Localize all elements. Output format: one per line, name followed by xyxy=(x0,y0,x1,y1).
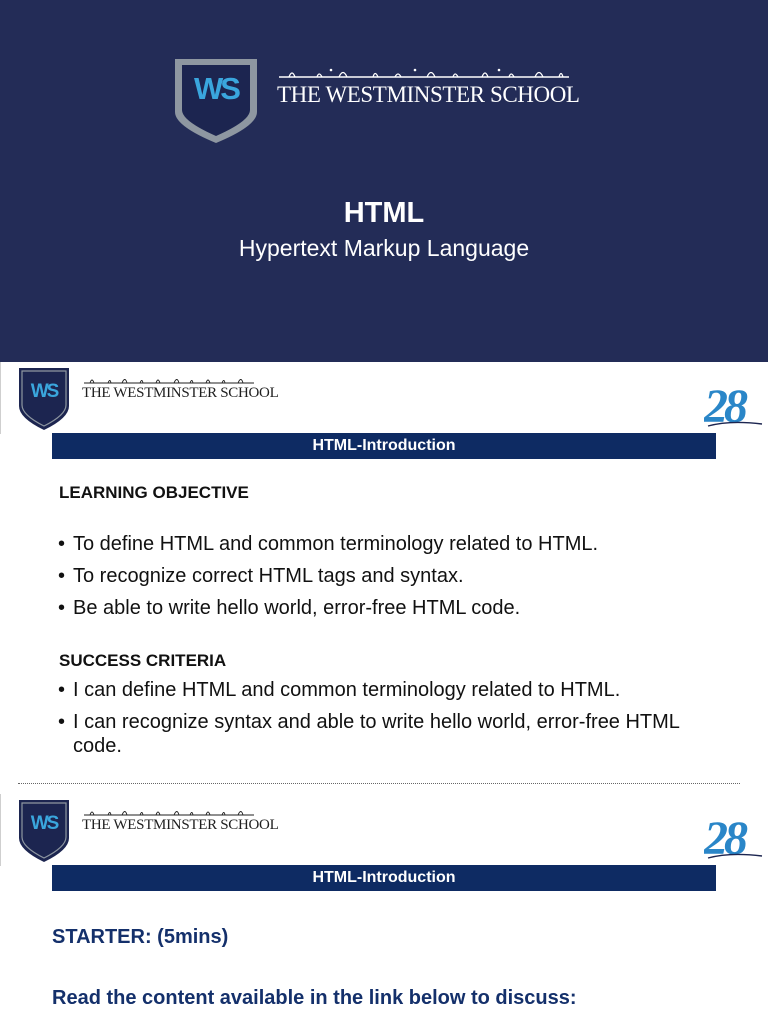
slide-edge xyxy=(0,362,1,434)
list-item: • Be able to write hello world, error-free HTML code. xyxy=(58,596,708,620)
school-name: THE WESTMINSTER SCHOOL xyxy=(82,385,279,401)
list-item: • To define HTML and common terminology related to HTML. xyxy=(58,532,708,556)
slide-starter xyxy=(0,794,768,1024)
logo-monogram: WS xyxy=(30,813,58,834)
criteria-list xyxy=(58,678,698,758)
slide-banner: HTML-Introduction xyxy=(52,433,716,459)
list-item: • I can define HTML and common terminology related to HTML. xyxy=(58,678,698,702)
school-name-arabic xyxy=(82,375,256,385)
slide-learning-objectives xyxy=(0,362,768,772)
shield-logo-icon xyxy=(18,798,70,864)
read-instruction: Read the content available in the link below to discuss: xyxy=(52,987,577,1009)
shield-logo-icon xyxy=(18,366,70,432)
slide-banner: HTML-Introduction xyxy=(52,865,716,891)
logo-monogram: WS xyxy=(194,71,238,106)
success-criteria-heading: SUCCESS CRITERIA xyxy=(59,651,227,670)
anniversary-28-badge-icon xyxy=(704,368,764,434)
slide-subtitle: Hypertext Markup Language xyxy=(238,235,530,261)
slide-title: HTML xyxy=(343,197,425,229)
slide-divider xyxy=(18,783,740,784)
slide-edge xyxy=(0,794,1,866)
svg-text:28: 28 xyxy=(704,380,744,433)
shield-logo-icon xyxy=(172,56,260,146)
anniversary-28-badge-icon xyxy=(704,800,764,866)
school-name: THE WESTMINSTER SCHOOL xyxy=(82,817,279,833)
title-slide xyxy=(0,0,768,362)
list-item: • To recognize correct HTML tags and syntax. xyxy=(58,564,708,588)
list-item: • I can recognize syntax and able to write hello world, error-free HTML code. xyxy=(58,710,698,758)
logo-monogram: WS xyxy=(30,381,58,402)
starter-heading: STARTER: (5mins) xyxy=(52,926,229,948)
learning-objective-heading: LEARNING OBJECTIVE xyxy=(59,483,249,502)
school-name-arabic xyxy=(82,807,256,817)
school-name-arabic xyxy=(277,66,571,80)
school-name: THE WESTMINSTER SCHOOL xyxy=(277,82,580,107)
objectives-list xyxy=(58,532,708,620)
svg-text:28: 28 xyxy=(704,812,744,865)
